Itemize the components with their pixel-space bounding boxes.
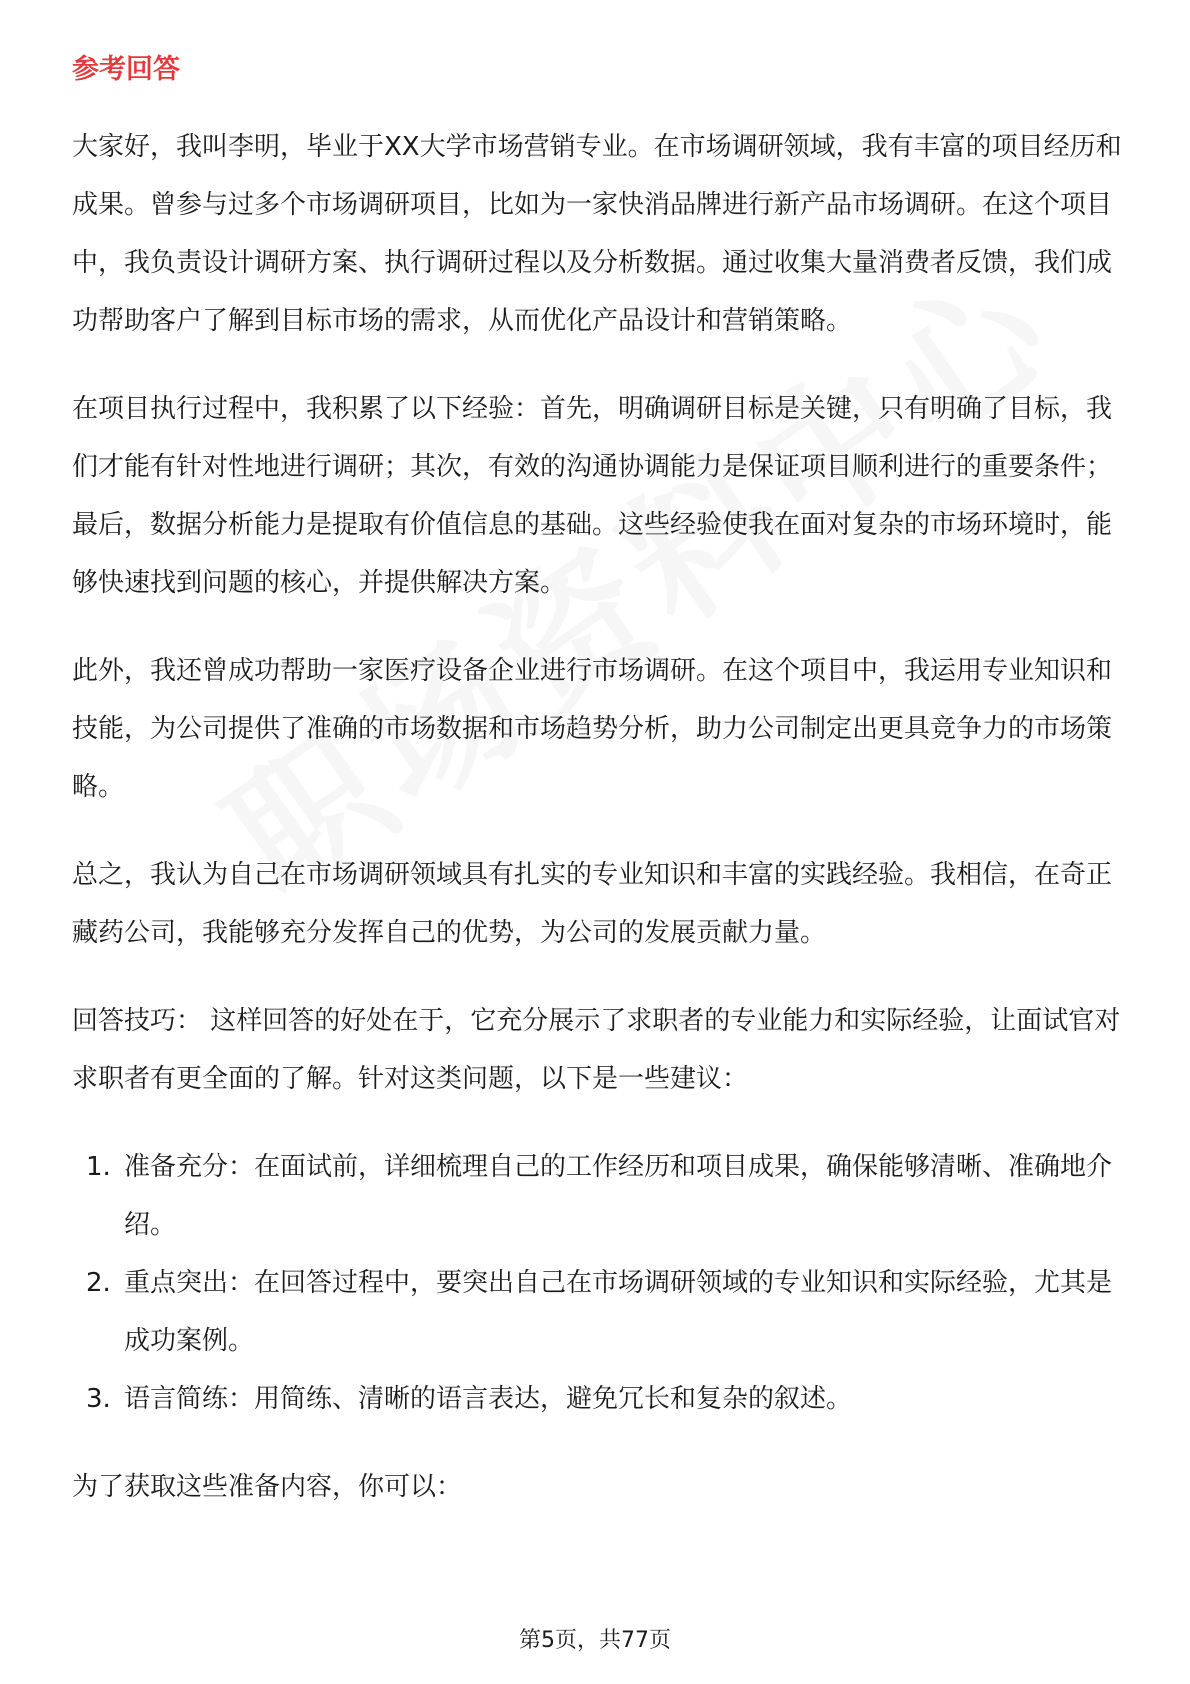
paragraph-experience: 在项目执行过程中，我积累了以下经验：首先，明确调研目标是关键，只有明确了目标，我们才能有针对性地进行调研；其次，有效的沟通协调能力是保证项目顺利进行的重要条件；最后，数据分析能力是提取有价值信息的基础。这些经验使我在面对复杂的市场环境时，能够快速找到问题的核心，并提供解决方案。: [72, 394, 1113, 598]
paragraph-summary: 总之，我认为自己在市场调研领域具有扎实的专业知识和丰富的实践经验。我相信，在奇正藏药公司，我能够充分发挥自己的优势，为公司的发展贡献力量。: [72, 860, 1113, 948]
list-item: [72, 1138, 1132, 1254]
list-item-text: 准备充分：在面试前，详细梳理自己的工作经历和项目成果，确保能够清晰、准确地介绍。: [124, 1152, 1113, 1240]
tips-list: [72, 1138, 1132, 1428]
paragraph-closing: 为了获取这些准备内容，你可以：: [72, 1472, 463, 1502]
list-item-number: 1.: [86, 1152, 111, 1182]
list-item-text: 重点突出：在回答过程中，要突出自己在市场调研领域的专业知识和实际经验，尤其是成功案例。: [124, 1268, 1113, 1356]
list-item-number: 2.: [86, 1268, 111, 1298]
list-item-text: 语言简练：用简练、清晰的语言表达，避免冗长和复杂的叙述。: [124, 1384, 853, 1414]
paragraph-additional: 此外，我还曾成功帮助一家医疗设备企业进行市场调研。在这个项目中，我运用专业知识和技能，为公司提供了准确的市场数据和市场趋势分析，助力公司制定出更具竞争力的市场策略。: [72, 656, 1113, 802]
page-number-footer: 第5页，共77页: [519, 1628, 671, 1653]
list-item: [72, 1370, 1132, 1428]
paragraph-intro: 大家好，我叫李明，毕业于XX大学市场营销专业。在市场调研领域，我有丰富的项目经历和成果。曾参与过多个市场调研项目，比如为一家快消品牌进行新产品市场调研。在这个项目中，我负责设计调研方案、执行调研过程以及分析数据。通过收集大量消费者反馈，我们成功帮助客户了解到目标市场的需求，从而优化产品设计和营销策略。: [72, 132, 1122, 336]
section-heading: 参考回答: [72, 54, 180, 85]
list-item-number: 3.: [86, 1384, 111, 1414]
list-item: [72, 1254, 1132, 1370]
answer-content: [72, 118, 1132, 1546]
paragraph-tips-intro: 回答技巧： 这样回答的好处在于，它充分展示了求职者的专业能力和实际经验，让面试官对求职者有更全面的了解。针对这类问题，以下是一些建议：: [72, 1006, 1121, 1094]
